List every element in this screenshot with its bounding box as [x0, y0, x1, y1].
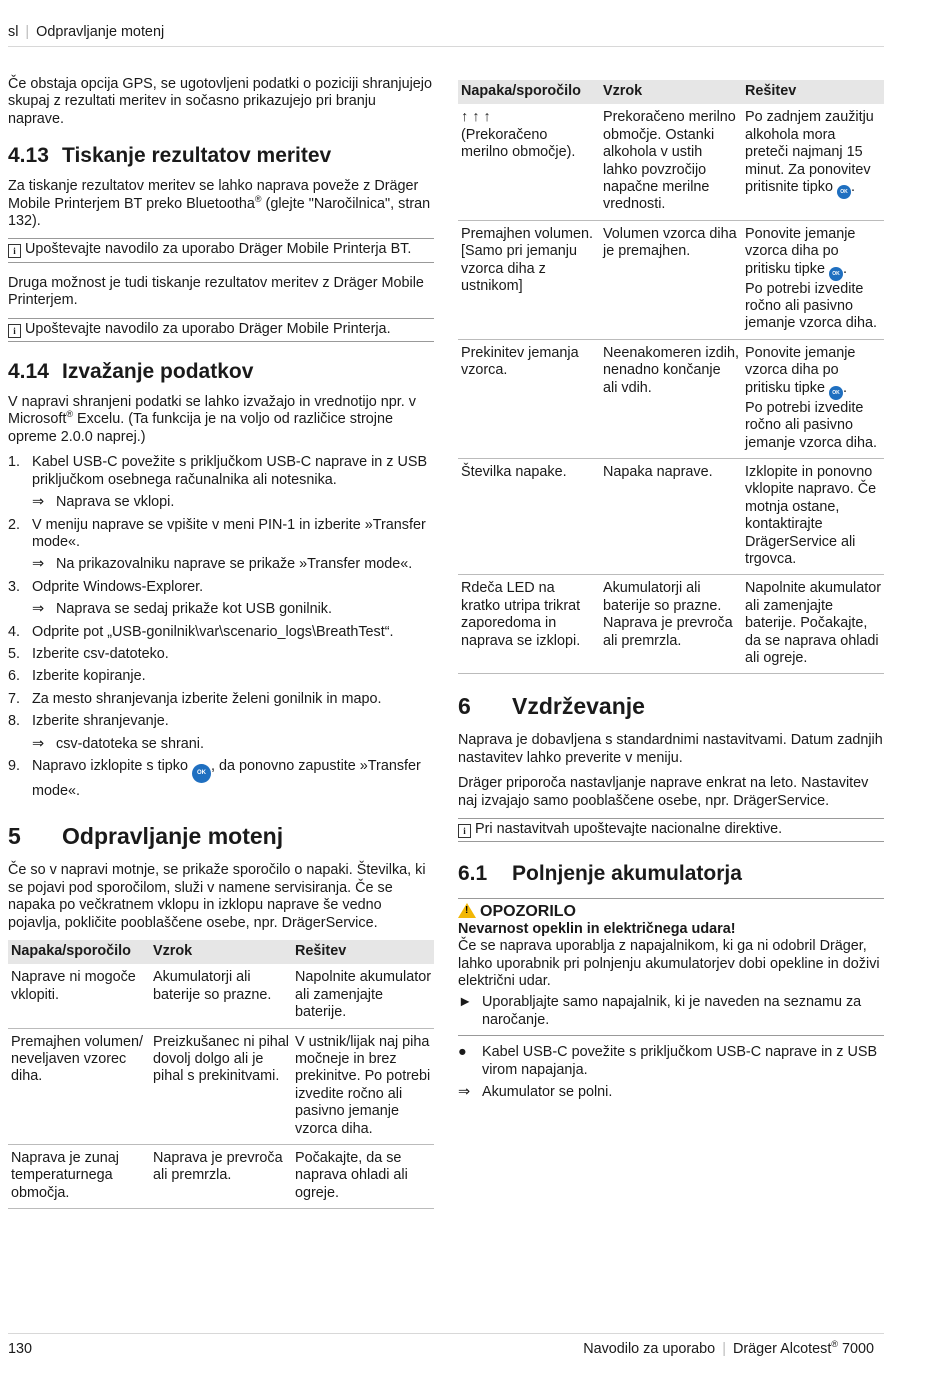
- page-header: [8, 24, 164, 41]
- section-title: Polnjenje akumulatorja: [512, 862, 742, 886]
- footer-product: Dräger Alcotest: [732, 1341, 832, 1357]
- warning-text: Če se naprava uporablja z napajalnikom, ki ga ni odobril Dräger, lahko uporabnik pri polnjenju akumulatorjev dobi opekline in doživi električni udar.: [458, 938, 880, 990]
- table-cell: Napaka naprave.: [600, 458, 742, 574]
- warning-instruction: [458, 994, 884, 1029]
- step-text: Izberite shranjevanje.: [32, 713, 169, 730]
- result-text: Naprava se vklopi.: [56, 494, 175, 511]
- step-item: [8, 517, 434, 552]
- step-text-b: , da ponovno zapustite »Transfer mode«.: [32, 757, 421, 799]
- table-cell: Napolnite akumulator ali zamenjajte baterije.: [292, 964, 434, 1028]
- charging-step-text: Kabel USB-C povežite s priključkom USB-C naprave in z USB virom napajanja.: [482, 1044, 878, 1078]
- header-section: Odpravljanje motenj: [36, 24, 165, 40]
- warning-divider: [458, 1035, 884, 1036]
- step-result: [8, 556, 434, 573]
- cell-text: Po potrebi izvedite ročno ali pasivno jemanje vzorca diha.: [745, 399, 877, 451]
- registered-mark: ®: [254, 193, 262, 204]
- warning-instruction-text: Uporabljajte samo napajalnik, ki je naveden na seznamu za naročanje.: [482, 994, 862, 1028]
- step-item: [8, 668, 434, 685]
- step-number: 3.: [8, 578, 21, 595]
- step-item: [8, 579, 434, 596]
- note-text: Upoštevajte navodilo za uporabo Dräger Mobile Printerja.: [25, 320, 391, 337]
- table-row: [8, 1028, 434, 1144]
- registered-mark: ®: [831, 1339, 838, 1350]
- step-number: 1.: [8, 454, 21, 471]
- step-number: 6.: [8, 668, 21, 685]
- header-lang: sl: [8, 24, 19, 40]
- section-4-14-heading: [8, 360, 434, 384]
- table-cell: Akumulatorji ali baterije so prazne.: [150, 964, 292, 1028]
- table-cell: Napolnite akumulator ali zamenjajte baterije. Počakajte, da se naprava ohladi ali ogreje.: [742, 575, 884, 674]
- note-national-directives: [458, 818, 884, 842]
- table-cell: [742, 339, 884, 458]
- footer-separator: |: [722, 1341, 726, 1357]
- footer-rule: [8, 1333, 884, 1334]
- table-cell: V ustnik/lijak naj piha močneje in brez prekinitve. Po potrebi izvedite ročno ali pasivno jemanje vzorca diha.: [292, 1028, 434, 1144]
- table-header: Napaka/sporočilo: [458, 80, 600, 104]
- section-number: 4.13: [8, 144, 49, 168]
- table-row: [458, 220, 884, 339]
- warning-subtitle: Nevarnost opeklin in električnega udara!: [458, 920, 736, 937]
- table-cell: Počakajte, da se naprava ohladi ali ogreje.: [292, 1145, 434, 1209]
- section-6-heading: [458, 692, 884, 720]
- ok-button-icon: OK: [829, 267, 843, 281]
- footer-model: 7000: [841, 1341, 874, 1357]
- triangle-bullet-icon: ►: [458, 994, 473, 1011]
- troubleshooting-table-right: [458, 80, 884, 674]
- table-header-row: [8, 940, 434, 964]
- info-icon: i: [8, 324, 21, 338]
- step-result: [8, 601, 434, 618]
- left-column: [8, 76, 434, 1209]
- step-number: 2.: [8, 516, 21, 533]
- table-row: [458, 458, 884, 574]
- step-item: [8, 646, 434, 663]
- table-cell: Naprave ni mogoče vklopiti.: [8, 964, 150, 1028]
- section-title: Odpravljanje motenj: [62, 823, 284, 850]
- cell-text: Ponovite jemanje vzorca diha po pritisku tipke: [745, 344, 856, 396]
- section-number: 5: [8, 823, 21, 850]
- table-row: [458, 339, 884, 458]
- section-title: Tiskanje rezultatov meritev: [62, 144, 332, 168]
- table-header: Rešitev: [292, 940, 434, 964]
- bullet-icon: ●: [458, 1044, 467, 1061]
- maintenance-paragraph-2: Dräger priporoča nastavljanje naprave enkrat na leto. Nastavitev naj izvajajo samo pooblaščene osebe, npr. DrägerService.: [458, 775, 869, 809]
- table-header: Vzrok: [600, 80, 742, 104]
- cell-text: Po zadnjem zaužitju alkohola mora preteči najmanj 15 minut. Za ponovitev pritisnite tipko: [745, 109, 874, 196]
- step-number: 7.: [8, 690, 21, 707]
- table-cell: Volumen vzorca diha je premajhen.: [600, 220, 742, 339]
- header-rule: [8, 46, 884, 47]
- footer-doc-title: Navodilo za uporabo: [583, 1341, 716, 1357]
- step-text: Izberite csv-datoteko.: [32, 645, 169, 662]
- warning-mark: !: [465, 905, 469, 917]
- charging-result-text: Akumulator se polni.: [482, 1084, 613, 1101]
- warning-box: [458, 898, 884, 1029]
- registered-mark: ®: [66, 409, 74, 420]
- table-cell: Neenakomeren izdih, nenadno končanje ali vdih.: [600, 339, 742, 458]
- step-number: 8.: [8, 713, 21, 730]
- section-6-1-heading: [458, 862, 884, 886]
- section-title: Izvažanje podatkov: [62, 360, 254, 384]
- table-cell: Izklopite in ponovno vklopite napravo. Če motnja ostane, kontaktirajte DrägerService ali trgovca.: [742, 458, 884, 574]
- result-arrow-icon: ⇒: [32, 494, 45, 511]
- step-item: [8, 758, 434, 800]
- section-number: 6: [458, 693, 471, 720]
- step-result: [8, 736, 434, 753]
- step-text: Za mesto shranjevanja izberite želeni gonilnik in mapo.: [32, 690, 382, 707]
- printing-paragraph: [8, 178, 434, 230]
- note-printer-bt: [8, 238, 434, 262]
- table-row: [8, 1145, 434, 1209]
- charging-result: [458, 1084, 884, 1101]
- table-cell: Preizkušanec ni pihal dovolj dolgo ali je pihal s prekinitvami.: [150, 1028, 292, 1144]
- cell-text: .: [850, 179, 855, 196]
- range-arrows-icon: ↑ ↑ ↑: [461, 109, 491, 126]
- export-text-b: Excelu. (Ta funkcija je na voljo od različice strojne opreme 2.0.0 naprej.): [8, 411, 393, 445]
- printing-text-b: (glejte "Naročilnica", stran 132).: [8, 195, 431, 230]
- result-arrow-icon: ⇒: [32, 556, 45, 573]
- step-text: V meniju naprave se vpišite v meni PIN-1 in izberite »Transfer mode«.: [32, 516, 426, 550]
- cell-text: (Prekoračeno merilno območje).: [461, 126, 576, 161]
- step-number: 5.: [8, 645, 21, 662]
- info-icon: i: [8, 244, 21, 258]
- step-number: 9.: [8, 757, 21, 774]
- warning-triangle-icon: [458, 903, 476, 918]
- note-printer: [8, 318, 434, 342]
- cell-text: .: [842, 379, 847, 396]
- result-arrow-icon: ⇒: [32, 735, 45, 752]
- cell-text: Ponovite jemanje vzorca diha po pritisku tipke: [745, 225, 856, 277]
- troubleshooting-paragraph: Če so v napravi motnje, se prikaže sporočilo o napaki. Številka, ki se pojavi pod sporočilom, služi v namene servisiranja. Če se napaka po večkratnem vklopu in izklopu naprave še vedno pojavlja, pokličite pooblaščene osebe, npr. DrägerService.: [8, 862, 426, 931]
- step-text: Kabel USB-C povežite s priključkom USB-C naprave in z USB priključkom osebnega računalnika ali notesnika.: [32, 454, 428, 488]
- gps-paragraph: Če obstaja opcija GPS, se ugotovljeni podatki o poziciji shranjujejo skupaj z rezultati meritev in sočasno prikazujejo pri branju naprave.: [8, 76, 432, 127]
- section-title: Vzdrževanje: [512, 693, 645, 720]
- section-4-13-heading: [8, 144, 434, 168]
- step-text: Odprite Windows-Explorer.: [32, 578, 204, 595]
- section-number: 4.14: [8, 360, 49, 384]
- step-text: Izberite kopiranje.: [32, 668, 146, 685]
- step-item: [8, 691, 434, 708]
- troubleshooting-table-left: [8, 940, 434, 1209]
- export-steps: [8, 454, 434, 800]
- footer-title: [583, 1341, 874, 1358]
- page-number: 130: [8, 1341, 33, 1357]
- header-separator: |: [25, 24, 30, 40]
- table-cell: Akumulatorji ali baterije so prazne. Naprava je prevroča ali premrzla.: [600, 575, 742, 674]
- note-text: Pri nastavitvah upoštevajte nacionalne direktive.: [475, 821, 783, 837]
- table-cell: Premajhen volumen. [Samo pri jemanju vzorca diha z ustnikom]: [458, 220, 600, 339]
- maintenance-paragraph-1: Naprava je dobavljena s standardnimi nastavitvami. Datum zadnjih nastavitev lahko preverite v meniju.: [458, 732, 883, 766]
- step-item: [8, 624, 434, 641]
- table-cell: Številka napake.: [458, 458, 600, 574]
- result-text: Na prikazovalniku naprave se prikaže »Transfer mode«.: [56, 556, 413, 573]
- printing-text-a: Za tiskanje rezultatov meritev se lahko naprava poveže z Dräger Mobile Printerjem BT preko Bluetootha: [8, 178, 419, 212]
- table-cell: [742, 104, 884, 220]
- result-text: Naprava se sedaj prikaže kot USB gonilnik.: [56, 601, 332, 618]
- table-row: [458, 104, 884, 220]
- section-number: 6.1: [458, 862, 488, 886]
- step-text: Odprite pot „USB-gonilnik\var\scenario_logs\BreathTest“.: [32, 623, 394, 640]
- export-text-a: V napravi shranjeni podatki se lahko izvažajo in vrednotijo npr. v Microsoft: [8, 394, 416, 428]
- table-header: Rešitev: [742, 80, 884, 104]
- ok-button-icon: OK: [192, 764, 211, 783]
- warning-title: [458, 903, 884, 920]
- table-cell: Rdeča LED na kratko utripa trikrat zaporedoma in naprava se izklopi.: [458, 575, 600, 674]
- table-header: Vzrok: [150, 940, 292, 964]
- table-header: Napaka/sporočilo: [8, 940, 150, 964]
- printing-alt-paragraph: Druga možnost je tudi tiskanje rezultatov meritev z Dräger Mobile Printerjem.: [8, 274, 424, 309]
- ok-button-icon: OK: [837, 185, 851, 199]
- table-cell: [458, 104, 600, 220]
- step-text-a: Napravo izklopite s tipko: [32, 757, 192, 774]
- export-paragraph: [8, 394, 434, 446]
- step-result: [8, 494, 434, 511]
- cell-text: Po potrebi izvedite ročno ali pasivno jemanje vzorca diha.: [745, 280, 877, 332]
- step-item: [8, 454, 434, 489]
- ok-button-icon: OK: [829, 386, 843, 400]
- table-cell: [742, 220, 884, 339]
- table-cell: Prekinitev jemanja vzorca.: [458, 339, 600, 458]
- charging-step: [458, 1044, 884, 1079]
- result-text: csv-datoteka se shrani.: [56, 735, 204, 752]
- section-5-heading: [8, 822, 434, 850]
- result-arrow-icon: ⇒: [458, 1084, 471, 1101]
- table-cell: Premajhen volumen/ neveljaven vzorec diha.: [8, 1028, 150, 1144]
- info-icon: i: [458, 824, 471, 838]
- warning-title-text: OPOZORILO: [480, 903, 576, 921]
- step-number: 4.: [8, 623, 21, 640]
- result-arrow-icon: ⇒: [32, 601, 45, 618]
- cell-text: .: [842, 260, 847, 277]
- step-item: [8, 713, 434, 730]
- note-text: Upoštevajte navodilo za uporabo Dräger Mobile Printerja BT.: [25, 241, 412, 258]
- table-row: [458, 575, 884, 674]
- table-header-row: [458, 80, 884, 104]
- table-cell: Prekoračeno merilno območje. Ostanki alkohola v ustih lahko povzročijo napačne merilne vrednosti.: [600, 104, 742, 220]
- table-cell: Naprava je zunaj temperaturnega območja.: [8, 1145, 150, 1209]
- table-cell: Naprava je prevroča ali premrzla.: [150, 1145, 292, 1209]
- right-column: [458, 80, 884, 1106]
- table-row: [8, 964, 434, 1028]
